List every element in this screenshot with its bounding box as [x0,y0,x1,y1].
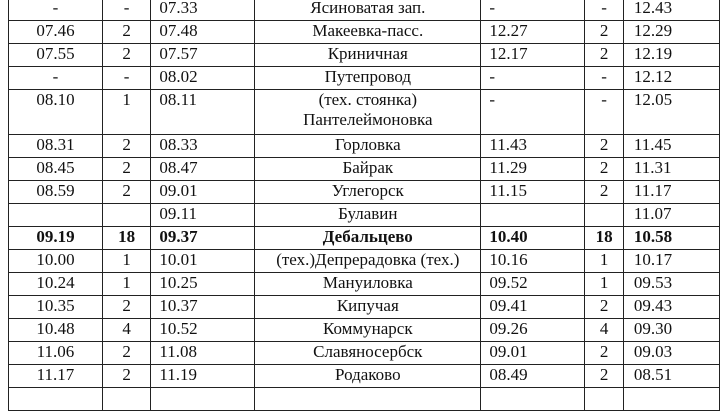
departure-time-cell: 08.11 [151,90,255,135]
station-name-cell: Горловка [255,135,481,158]
table-row [9,0,720,21]
station-name-cell: Коммунарск [255,319,481,342]
table-row [9,319,720,342]
stop-minutes-cell: 2 [102,365,150,388]
return-departure-time-cell: 09.03 [623,342,719,365]
station-name-cell: (тех.)Депрерадовка (тех.) [255,250,481,273]
departure-time-cell: 07.33 [151,0,255,21]
station-name-cell: Мануиловка [255,273,481,296]
stop-minutes-cell: 1 [102,90,150,135]
arrival-time-cell: 10.24 [9,273,103,296]
timetable [8,0,720,411]
return-arrival-time-cell: 11.29 [481,158,585,181]
return-arrival-time-cell: - [481,67,585,90]
stop-minutes-cell [102,388,150,411]
station-name-cell: Путепровод [255,67,481,90]
station-name-cell [255,90,481,135]
return-stop-minutes-cell: - [585,67,624,90]
return-departure-time-cell: 09.43 [623,296,719,319]
stop-minutes-cell: 2 [102,44,150,67]
stop-minutes-cell [102,204,150,227]
return-stop-minutes-cell: 1 [585,273,624,296]
station-name-line: (тех. стоянка) [318,90,418,109]
station-name-cell: Ясиноватая зап. [255,0,481,21]
departure-time-cell: 08.33 [151,135,255,158]
arrival-time-cell: 07.46 [9,21,103,44]
arrival-time-cell: 11.17 [9,365,103,388]
departure-time-cell: 07.48 [151,21,255,44]
table-row [9,250,720,273]
return-arrival-time-cell: 11.15 [481,181,585,204]
departure-time-cell: 11.19 [151,365,255,388]
arrival-time-cell: 10.48 [9,319,103,342]
table-row [9,388,720,411]
return-departure-time-cell: 12.05 [623,90,719,135]
return-stop-minutes-cell: 1 [585,250,624,273]
stop-minutes-cell: - [102,67,150,90]
return-arrival-time-cell: 10.16 [481,250,585,273]
return-stop-minutes-cell [585,204,624,227]
return-arrival-time-cell [481,388,585,411]
table-row [9,204,720,227]
stop-minutes-cell: 2 [102,181,150,204]
return-arrival-time-cell: 09.26 [481,319,585,342]
station-name-cell: Байрак [255,158,481,181]
departure-time-cell: 10.52 [151,319,255,342]
return-arrival-time-cell: 12.27 [481,21,585,44]
stop-minutes-cell: 2 [102,135,150,158]
table-row [9,273,720,296]
return-stop-minutes-cell: - [585,90,624,135]
arrival-time-cell: 08.45 [9,158,103,181]
return-departure-time-cell: 09.30 [623,319,719,342]
return-arrival-time-cell: 12.17 [481,44,585,67]
stop-minutes-cell: 2 [102,296,150,319]
stop-minutes-cell: 2 [102,342,150,365]
return-departure-time-cell: 12.29 [623,21,719,44]
station-name-cell: Булавин [255,204,481,227]
return-stop-minutes-cell: 2 [585,365,624,388]
arrival-time-cell: 10.00 [9,250,103,273]
arrival-time-cell: - [9,0,103,21]
station-name-cell: Дебальцево [255,227,481,250]
station-name-cell: Углегорск [255,181,481,204]
return-stop-minutes-cell: 2 [585,135,624,158]
return-arrival-time-cell: 08.49 [481,365,585,388]
return-arrival-time-cell [481,204,585,227]
return-stop-minutes-cell: 2 [585,21,624,44]
return-arrival-time-cell: - [481,0,585,21]
timetable-body [9,0,720,411]
departure-time-cell: 09.11 [151,204,255,227]
return-departure-time-cell: 08.51 [623,365,719,388]
stop-minutes-cell: - [102,0,150,21]
table-row [9,90,720,135]
table-row [9,67,720,90]
station-name-cell [255,388,481,411]
arrival-time-cell: - [9,67,103,90]
arrival-time-cell: 09.19 [9,227,103,250]
stop-minutes-cell: 2 [102,158,150,181]
arrival-time-cell [9,204,103,227]
departure-time-cell: 10.37 [151,296,255,319]
return-stop-minutes-cell: 4 [585,319,624,342]
return-stop-minutes-cell [585,388,624,411]
table-row [9,135,720,158]
table-row [9,21,720,44]
stop-minutes-cell: 1 [102,250,150,273]
return-departure-time-cell: 09.53 [623,273,719,296]
station-name-continuation: Пантелеймоновка [303,110,433,129]
arrival-time-cell: 07.55 [9,44,103,67]
return-stop-minutes-cell: 2 [585,296,624,319]
table-row [9,227,720,250]
return-arrival-time-cell: 09.52 [481,273,585,296]
arrival-time-cell: 10.35 [9,296,103,319]
departure-time-cell: 07.57 [151,44,255,67]
return-stop-minutes-cell: 2 [585,158,624,181]
return-departure-time-cell: 11.17 [623,181,719,204]
departure-time-cell: 10.01 [151,250,255,273]
table-row [9,44,720,67]
departure-time-cell [151,388,255,411]
departure-time-cell: 10.25 [151,273,255,296]
return-stop-minutes-cell: - [585,0,624,21]
return-departure-time-cell: 10.17 [623,250,719,273]
return-stop-minutes-cell: 2 [585,342,624,365]
return-arrival-time-cell: 09.01 [481,342,585,365]
return-arrival-time-cell: - [481,90,585,135]
return-departure-time-cell [623,388,719,411]
arrival-time-cell: 08.31 [9,135,103,158]
table-row [9,296,720,319]
stop-minutes-cell: 1 [102,273,150,296]
stop-minutes-cell: 18 [102,227,150,250]
station-name-cell: Криничная [255,44,481,67]
table-row [9,342,720,365]
departure-time-cell: 11.08 [151,342,255,365]
departure-time-cell: 09.01 [151,181,255,204]
return-arrival-time-cell: 09.41 [481,296,585,319]
departure-time-cell: 08.47 [151,158,255,181]
station-name-cell: Славяносербск [255,342,481,365]
return-arrival-time-cell: 11.43 [481,135,585,158]
table-row [9,181,720,204]
arrival-time-cell: 08.59 [9,181,103,204]
return-departure-time-cell: 12.43 [623,0,719,21]
return-departure-time-cell: 12.12 [623,67,719,90]
arrival-time-cell: 11.06 [9,342,103,365]
departure-time-cell: 09.37 [151,227,255,250]
arrival-time-cell: 08.10 [9,90,103,135]
station-name-cell: Макеевка-пасс. [255,21,481,44]
return-departure-time-cell: 11.45 [623,135,719,158]
stop-minutes-cell: 2 [102,21,150,44]
departure-time-cell: 08.02 [151,67,255,90]
return-departure-time-cell: 12.19 [623,44,719,67]
return-departure-time-cell: 11.07 [623,204,719,227]
table-row [9,158,720,181]
table-row [9,365,720,388]
stop-minutes-cell: 4 [102,319,150,342]
return-departure-time-cell: 11.31 [623,158,719,181]
return-stop-minutes-cell: 2 [585,181,624,204]
return-stop-minutes-cell: 2 [585,44,624,67]
station-name-cell: Родаково [255,365,481,388]
return-arrival-time-cell: 10.40 [481,227,585,250]
return-departure-time-cell: 10.58 [623,227,719,250]
arrival-time-cell [9,388,103,411]
return-stop-minutes-cell: 18 [585,227,624,250]
station-name-cell: Кипучая [255,296,481,319]
